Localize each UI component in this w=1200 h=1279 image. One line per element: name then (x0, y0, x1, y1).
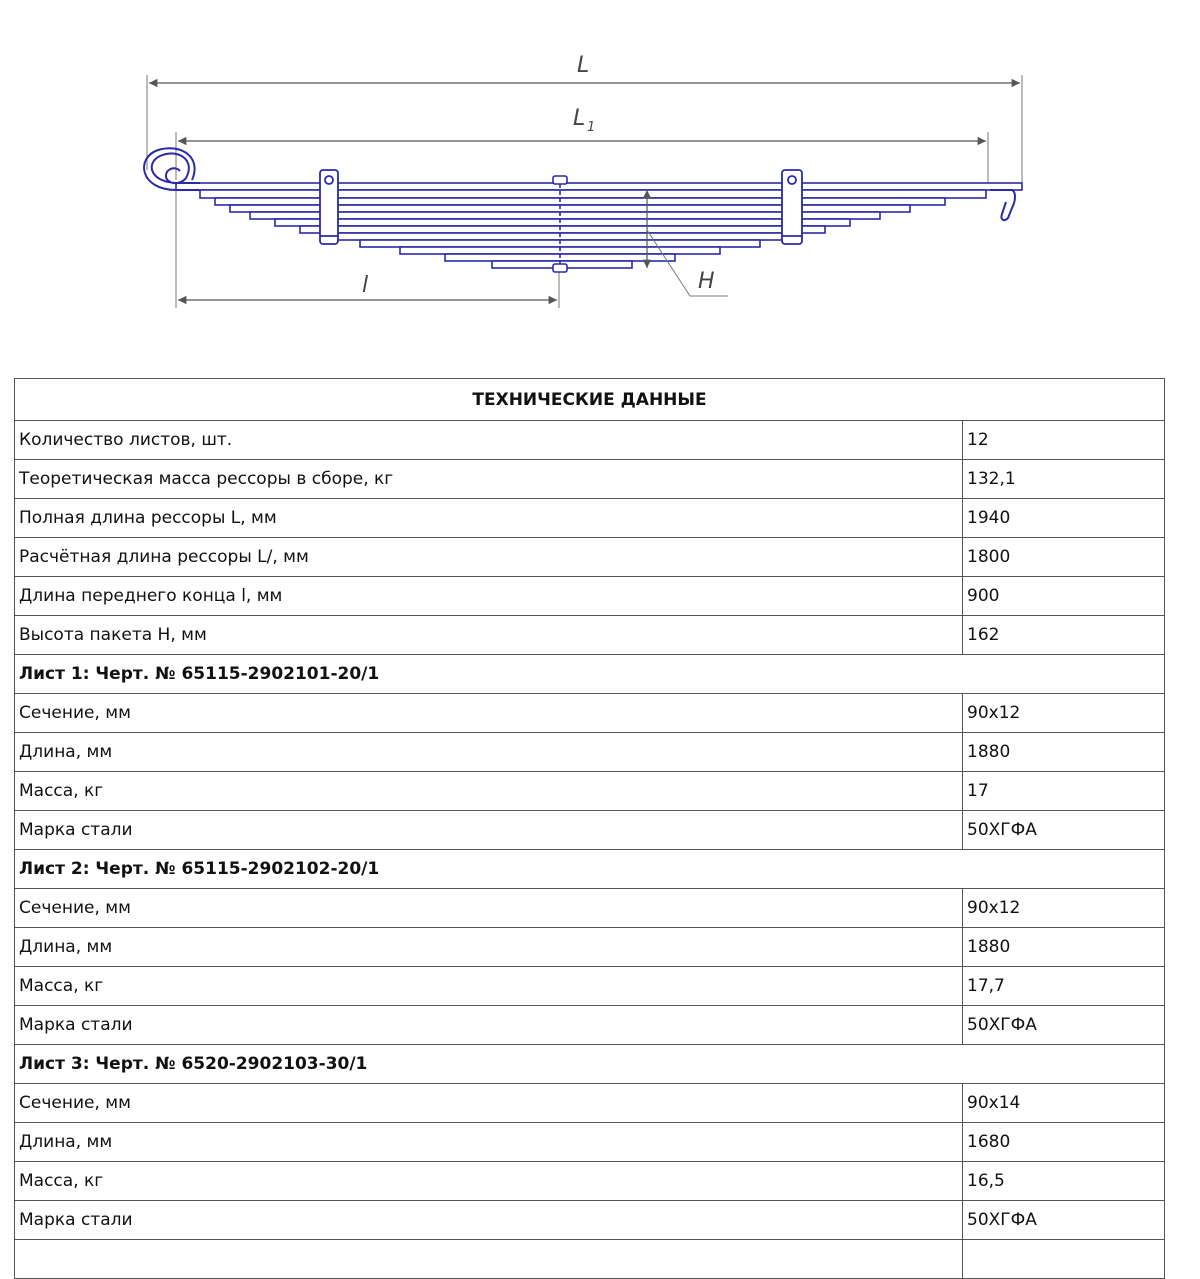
leaf-section-header (15, 850, 1165, 889)
table-row (15, 577, 1165, 616)
table-row (15, 967, 1165, 1006)
row-label: Теоретическая масса рессоры в сборе, кг (15, 460, 963, 499)
row-label (15, 1240, 963, 1279)
row-label: Масса, кг (15, 1162, 963, 1201)
row-value: 17,7 (963, 967, 1165, 1006)
table-row (15, 733, 1165, 772)
table-title: ТЕХНИЧЕСКИЕ ДАННЫЕ (15, 379, 1165, 421)
front-end-length-label: l (362, 273, 369, 298)
row-label: Полная длина рессоры L, мм (15, 499, 963, 538)
row-value: 1680 (963, 1123, 1165, 1162)
row-value: 50ХГФА (963, 811, 1165, 850)
row-value (963, 1240, 1165, 1279)
row-value: 90х14 (963, 1084, 1165, 1123)
row-label: Длина, мм (15, 928, 963, 967)
table-row (15, 694, 1165, 733)
row-label: Марка стали (15, 1006, 963, 1045)
row-value: 132,1 (963, 460, 1165, 499)
row-value: 1940 (963, 499, 1165, 538)
design-length-label: L (573, 106, 586, 131)
row-value: 1800 (963, 538, 1165, 577)
design-length-subscript: 1 (587, 120, 596, 135)
row-label: Расчётная длина рессоры L/, мм (15, 538, 963, 577)
table-row (15, 1201, 1165, 1240)
table-row (15, 1162, 1165, 1201)
pack-height-label: H (698, 269, 715, 294)
leaf-spring-drawing (0, 0, 1200, 360)
table-row (15, 421, 1165, 460)
table-row (15, 538, 1165, 577)
row-label: Сечение, мм (15, 889, 963, 928)
table-row (15, 928, 1165, 967)
table-title-row (15, 379, 1165, 421)
row-value: 17 (963, 772, 1165, 811)
overall-length-label: L (577, 53, 590, 78)
row-label: Марка стали (15, 811, 963, 850)
spring-leaves (176, 183, 1022, 268)
row-label: Длина, мм (15, 1123, 963, 1162)
row-value: 90х12 (963, 694, 1165, 733)
spring-rear-hook (990, 190, 1015, 220)
table-row (15, 811, 1165, 850)
dimension-design-length (176, 106, 988, 185)
row-label: Высота пакета H, мм (15, 616, 963, 655)
leaf-section-header (15, 1045, 1165, 1084)
row-label: Марка стали (15, 1201, 963, 1240)
row-value: 16,5 (963, 1162, 1165, 1201)
row-value: 50ХГФА (963, 1201, 1165, 1240)
row-label: Масса, кг (15, 967, 963, 1006)
row-label: Длина переднего конца l, мм (15, 577, 963, 616)
row-value: 1880 (963, 928, 1165, 967)
row-value: 162 (963, 616, 1165, 655)
row-value: 12 (963, 421, 1165, 460)
row-label: Масса, кг (15, 772, 963, 811)
table-row (15, 616, 1165, 655)
leaf-header: Лист 3: Черт. № 6520-2902103-30/1 (15, 1045, 1165, 1084)
table-row (15, 460, 1165, 499)
table-row (15, 1006, 1165, 1045)
row-value: 50ХГФА (963, 1006, 1165, 1045)
spring-front-eye (144, 148, 200, 190)
table-row-partial (15, 1240, 1165, 1279)
row-label: Количество листов, шт. (15, 421, 963, 460)
row-value: 90х12 (963, 889, 1165, 928)
leaf-spring-diagram (0, 0, 1200, 360)
leaf-header: Лист 1: Черт. № 65115-2902101-20/1 (15, 655, 1165, 694)
row-label: Сечение, мм (15, 694, 963, 733)
table-row (15, 1123, 1165, 1162)
row-value: 900 (963, 577, 1165, 616)
table-row (15, 499, 1165, 538)
row-label: Сечение, мм (15, 1084, 963, 1123)
leaf-header: Лист 2: Черт. № 65115-2902102-20/1 (15, 850, 1165, 889)
leaf-section-header (15, 655, 1165, 694)
table-row (15, 1084, 1165, 1123)
row-label: Длина, мм (15, 733, 963, 772)
technical-data-table (14, 378, 1165, 1279)
table-row (15, 889, 1165, 928)
table-row (15, 772, 1165, 811)
row-value: 1880 (963, 733, 1165, 772)
